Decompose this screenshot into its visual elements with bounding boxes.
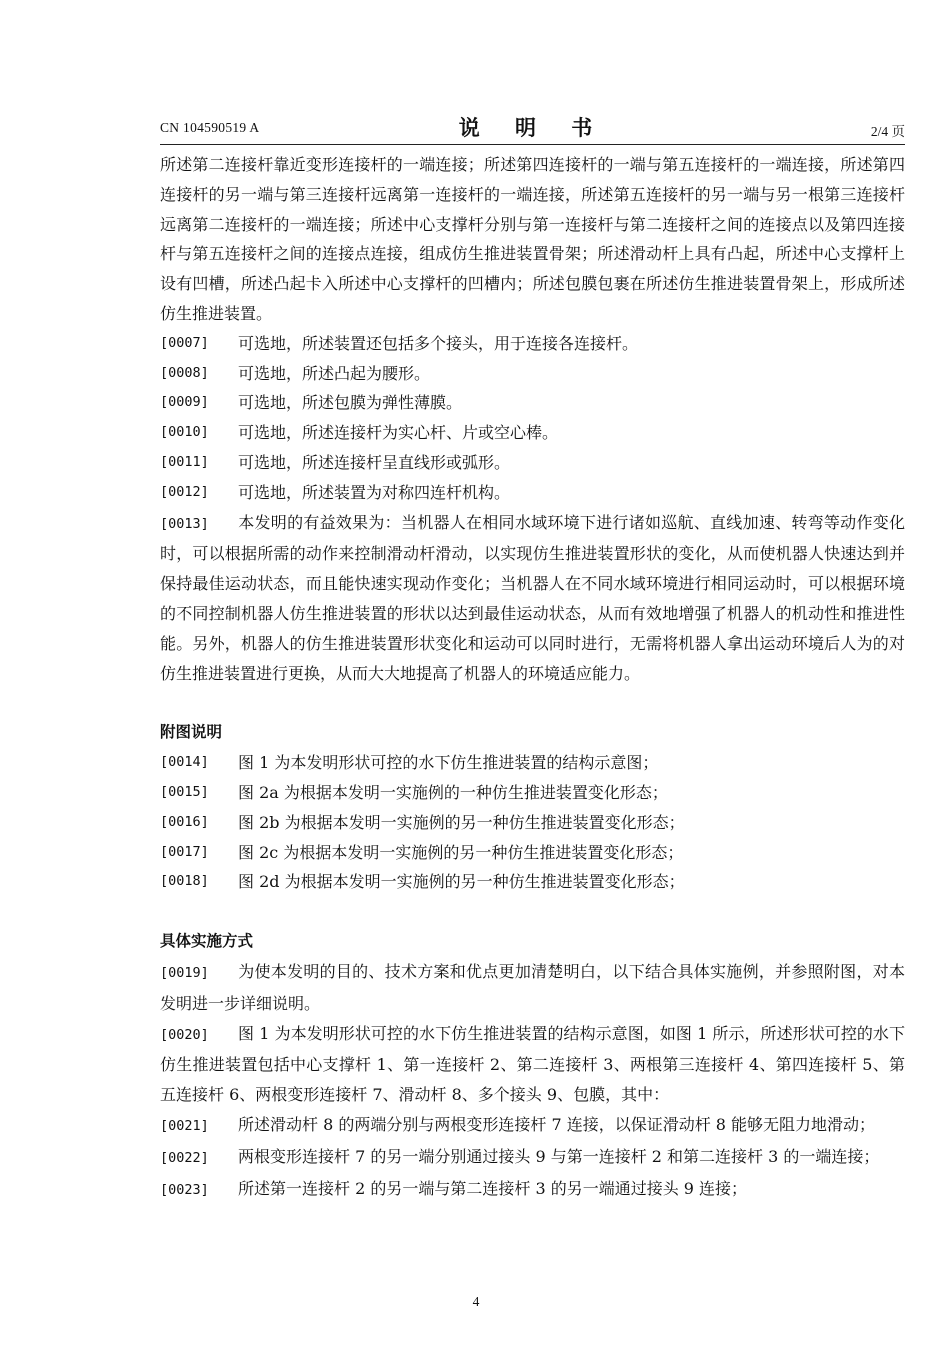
paragraph-item <box>160 1142 905 1174</box>
paragraph-item <box>160 448 905 478</box>
paragraph-number: [0009] <box>160 394 209 411</box>
paragraph-0013 <box>160 508 905 689</box>
page-footer-number: 4 <box>472 1294 480 1309</box>
patent-number: CN 104590519 A <box>160 120 260 135</box>
paragraph-text: 图 1 为本发明形状可控的水下仿生推进装置的结构示意图； <box>238 753 659 773</box>
paragraph-text: 可选地，所述包膜为弹性薄膜。 <box>238 393 463 413</box>
paragraph-group-implementation <box>160 957 905 1205</box>
paragraph-group-figures <box>160 748 905 897</box>
paragraph-number: [0014] <box>160 754 209 771</box>
document-title: 说 明 书 <box>458 116 607 140</box>
paragraph-item <box>160 838 905 868</box>
paragraph-number: [0015] <box>160 783 209 800</box>
paragraph-number: [0012] <box>160 483 209 500</box>
paragraph-text: 图 1 为本发明形状可控的水下仿生推进装置的结构示意图，如图 1 所示，所述形状可控的水下仿生推进装置包括中心支撑杆 1、第一连接杆 2、第二连接杆 3、两根第三连接杆 4、第四连接杆 5、第五连接杆 6、两根变形连接杆 7、滑动杆 8、多个接头 9、包膜，其中： <box>160 1023 905 1105</box>
paragraph-number: [0016] <box>160 813 209 830</box>
paragraph-text: 图 2d 为根据本发明一实施例的另一种仿生推进装置变化形态； <box>238 872 685 892</box>
paragraph-text: 所述第一连接杆 2 的另一端与第二连接杆 3 的另一端通过接头 9 连接； <box>238 1178 748 1198</box>
page-header <box>160 112 905 145</box>
paragraph-number: [0007] <box>160 334 209 351</box>
paragraph-text: 可选地，所述装置还包括多个接头，用于连接各连接杆。 <box>238 333 639 353</box>
paragraph-item <box>160 418 905 448</box>
section-title-implementation: 具体实施方式 <box>160 932 254 951</box>
section-title-figures: 附图说明 <box>160 723 223 742</box>
paragraph-item <box>160 478 905 508</box>
paragraph-item <box>160 388 905 418</box>
paragraph-number: [0020] <box>160 1026 209 1043</box>
paragraph-text: 所述滑动杆 8 的两端分别与两根变形连接杆 7 连接，以保证滑动杆 8 能够无阻力地滑动； <box>238 1114 876 1134</box>
paragraph-text: 可选地，所述凸起为腰形。 <box>238 363 431 383</box>
paragraph-item <box>160 1019 905 1110</box>
paragraph-item <box>160 778 905 808</box>
paragraph-number: [0013] <box>160 515 209 532</box>
paragraph-item <box>160 359 905 389</box>
paragraph-text: 两根变形连接杆 7 的另一端分别通过接头 9 与第一连接杆 2 和第二连接杆 3 的一端连接； <box>238 1146 880 1166</box>
paragraph-item <box>160 1110 905 1142</box>
document-body <box>160 150 905 1205</box>
paragraph-text: 可选地，所述装置为对称四连杆机构。 <box>238 482 511 502</box>
paragraph-number: [0017] <box>160 843 209 860</box>
paragraph-number: [0023] <box>160 1181 209 1198</box>
paragraph-item <box>160 808 905 838</box>
paragraph-number: [0021] <box>160 1117 209 1134</box>
paragraph-item <box>160 957 905 1019</box>
paragraph-item <box>160 748 905 778</box>
paragraph-text: 为使本发明的目的、技术方案和优点更加清楚明白，以下结合具体实施例，并参照附图，对本发明进一步详细说明。 <box>160 961 905 1013</box>
paragraph-number: [0018] <box>160 873 209 890</box>
paragraph-text: 可选地，所述连接杆呈直线形或弧形。 <box>238 452 511 472</box>
paragraph-item <box>160 867 905 897</box>
paragraph-item <box>160 1174 905 1206</box>
paragraph-text: 图 2c 为根据本发明一实施例的另一种仿生推进装置变化形态； <box>238 842 684 862</box>
paragraph-text: 图 2a 为根据本发明一实施例的一种仿生推进装置变化形态； <box>238 782 668 802</box>
paragraph-number: [0008] <box>160 364 209 381</box>
paragraph-number: [0022] <box>160 1149 209 1166</box>
paragraph-item <box>160 329 905 359</box>
paragraph-number: [0019] <box>160 964 209 981</box>
paragraph-group-optional <box>160 329 905 508</box>
paragraph-number: [0010] <box>160 424 209 441</box>
paragraph-text: 图 2b 为根据本发明一实施例的另一种仿生推进装置变化形态； <box>238 812 685 832</box>
paragraph-text: 本发明的有益效果为：当机器人在相同水域环境下进行诸如巡航、直线加速、转弯等动作变化时，可以根据所需的动作来控制滑动杆滑动，以实现仿生推进装置形状的变化，从而使机器人快速达到并保持最佳运动状态，而且能快速实现动作变化；当机器人在不同水域环境进行相同运动时，可以根据环境的不同控制机器人仿生推进装置的形状以达到最佳运动状态，从而有效地增强了机器人的机动性和推进性能。另外，机器人的仿生推进装置形状变化和运动可以同时进行，无需将机器人拿出运动环境后人为的对仿生推进装置进行更换，从而大大地提高了机器人的环境适应能力。 <box>160 512 905 683</box>
paragraph-text: 可选地，所述连接杆为实心杆、片或空心棒。 <box>238 423 559 443</box>
page-indicator: 2/4 页 <box>870 124 905 139</box>
intro-paragraph: 所述第二连接杆靠近变形连接杆的一端连接；所述第四连接杆的一端与第五连接杆的一端连接，所述第四连接杆的另一端与第三连接杆远离第一连接杆的一端连接，所述第五连接杆的另一端与另一根第三连接杆远离第二连接杆的一端连接；所述中心支撑杆分别与第一连接杆与第二连接杆之间的连接点以及第四连接杆与第五连接杆之间的连接点连接，组成仿生推进装置骨架；所述滑动杆上具有凸起，所述中心支撑杆上设有凹槽，所述凸起卡入所述中心支撑杆的凹槽内；所述包膜包裹在所述仿生推进装置骨架上，形成所述仿生推进装置。 <box>160 155 905 323</box>
paragraph-number: [0011] <box>160 453 209 470</box>
